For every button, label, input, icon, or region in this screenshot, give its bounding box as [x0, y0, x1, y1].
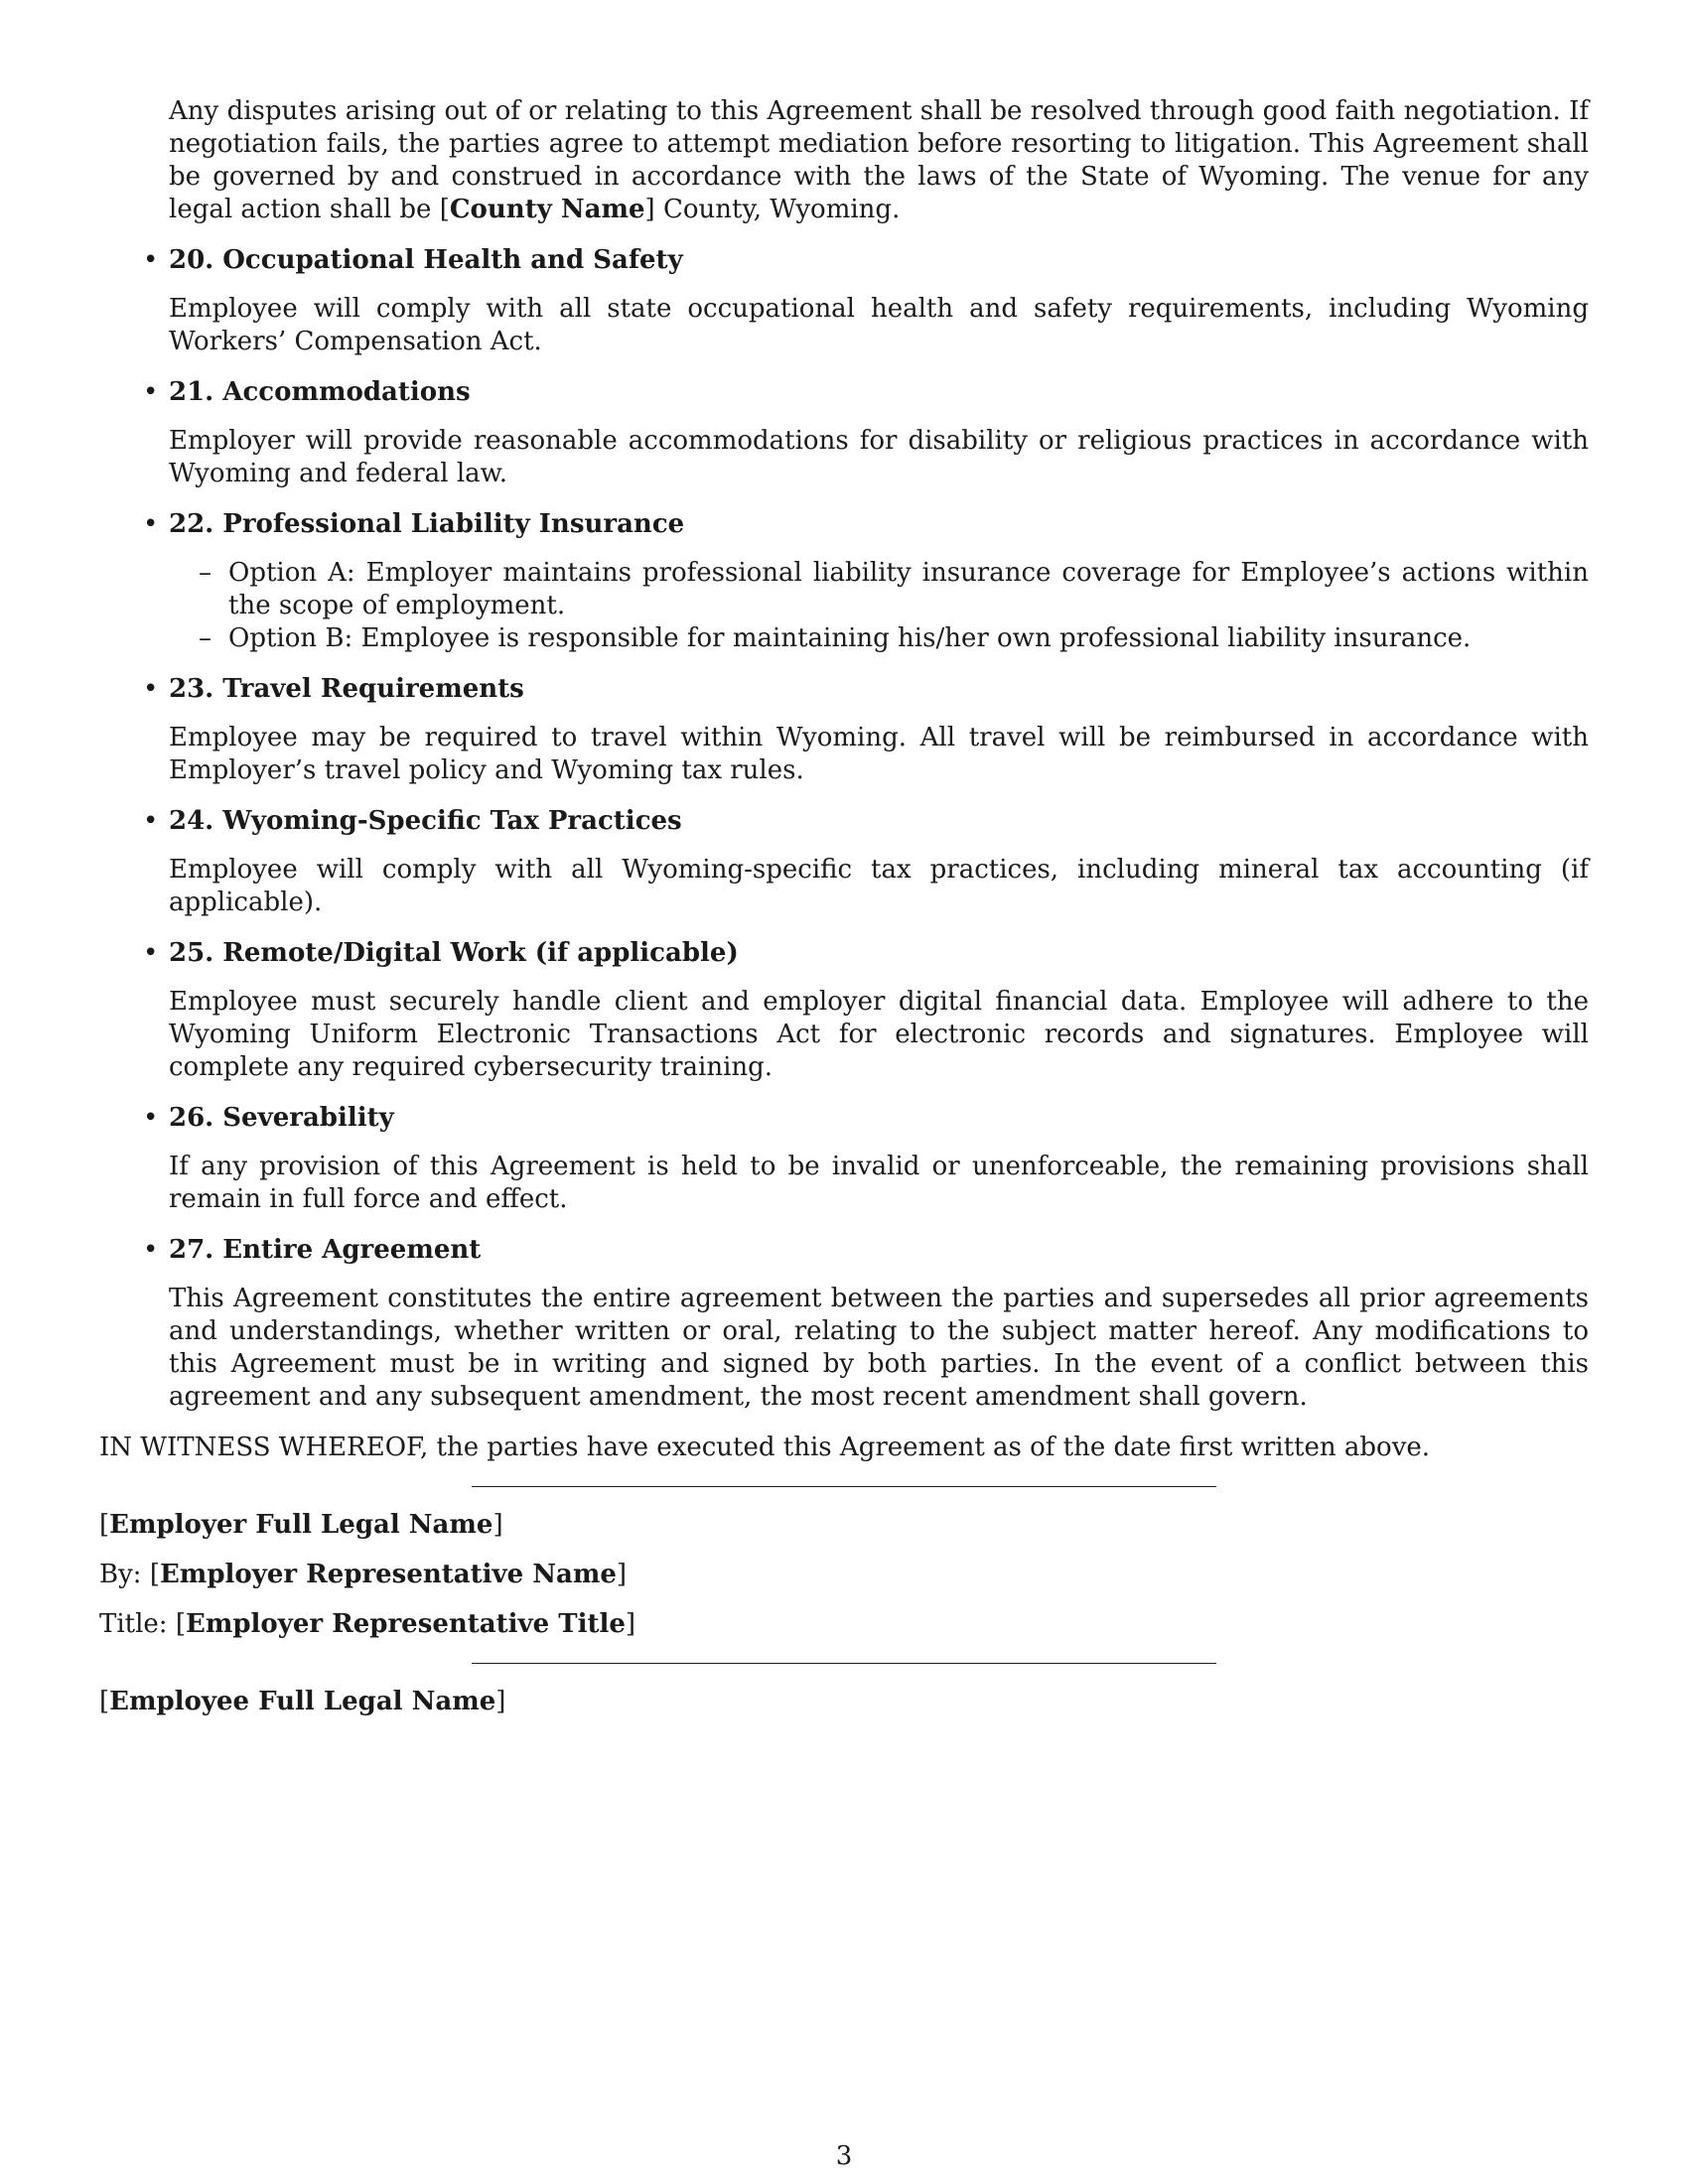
employer-legal-name: [Employer Full Legal Name]: [99, 1510, 503, 1540]
section-heading: • 26. Severability: [143, 1103, 394, 1133]
section-heading: • 20. Occupational Health and Safety: [143, 245, 683, 275]
title-label: Title:: [99, 1609, 176, 1639]
employee-signature-line: [472, 1663, 1216, 1664]
section-heading: • 23. Travel Requirements: [143, 674, 524, 704]
section-21: [99, 376, 1589, 490]
insurance-options-list: [199, 557, 1589, 655]
county-name-placeholder: County Name: [449, 195, 645, 224]
bullet-icon: •: [143, 1235, 159, 1265]
employer-signature-line: [472, 1486, 1216, 1487]
section-22: [99, 508, 1589, 655]
section-heading: • 25. Remote/Digital Work (if applicable): [143, 938, 739, 968]
section-heading: • 22. Professional Liability Insurance: [143, 509, 685, 539]
bullet-icon: •: [143, 377, 159, 407]
section-23: [99, 673, 1589, 787]
section-27: [99, 1234, 1589, 1414]
employer-title-row: Title: [Employer Representative Title]: [99, 1609, 636, 1639]
by-label: By:: [99, 1560, 150, 1589]
section-24: [99, 805, 1589, 919]
section-body: Employer will provide reasonable accommodations for disability or religious practices in accordance with Wyoming and federal law.: [169, 426, 1589, 488]
bullet-icon: •: [143, 1103, 159, 1133]
bullet-icon: •: [143, 674, 159, 704]
section-body: If any provision of this Agreement is held to be invalid or unenforceable, the remaining provisions shall remain in full force and effect.: [169, 1152, 1589, 1214]
section-26: [99, 1102, 1589, 1216]
employee-legal-name: [Employee Full Legal Name]: [99, 1687, 506, 1716]
section-heading: • 21. Accommodations: [143, 377, 471, 407]
section-20: [99, 244, 1589, 358]
option-b-item: – Option B: Employee is responsible for maintaining his/her own professional liability insurance.: [199, 623, 1472, 653]
representative-name: Employer Representative Name: [159, 1560, 617, 1589]
dash-icon: –: [199, 558, 211, 588]
dash-icon: –: [199, 623, 211, 653]
option-a-item: – Option A: Employer maintains professional liability insurance coverage for Employee’s actions within the scope of employment.: [199, 558, 1589, 620]
bullet-icon: •: [143, 806, 159, 836]
section-body: This Agreement constitutes the entire agreement between the parties and supersedes all prior agreements and understandings, whether written or oral, relating to the subject matter hereof. Any modifications to this Agreement must be in writing and signed by both parties. In the event of a conflict between this agreement and any subsequent amendment, the most recent amendment shall govern.: [169, 1284, 1589, 1412]
employer-representative-row: By: [Employer Representative Name]: [99, 1560, 628, 1589]
representative-title: Employer Representative Title: [186, 1609, 626, 1639]
bullet-icon: •: [143, 245, 159, 275]
section-heading: • 24. Wyoming-Specific Tax Practices: [143, 806, 682, 836]
witness-clause: IN WITNESS WHEREOF, the parties have executed this Agreement as of the date first written above.: [99, 1433, 1431, 1462]
section-25: [99, 937, 1589, 1084]
document-page: [99, 95, 1589, 1718]
page-number: 3: [835, 2141, 853, 2171]
section-body: Employee must securely handle client and employer digital financial data. Employee will adhere to the Wyoming Uniform Electronic Transactions Act for electronic records and signatures. Employee will complete any required cybersecurity training.: [169, 987, 1589, 1082]
bullet-icon: •: [143, 938, 159, 968]
section-heading: • 27. Entire Agreement: [143, 1235, 482, 1265]
section-body: Employee will comply with all Wyoming-specific tax practices, including mineral tax accounting (if applicable).: [169, 855, 1589, 917]
dispute-resolution-paragraph: Any disputes arising out of or relating to this Agreement shall be resolved through good faith negotiation. If negotiation fails, the parties agree to attempt mediation before resorting to litigation. This Agreement shall be governed by and construed in accordance with the laws of the State of Wyoming. The venue for any legal action shall be [County Name] County, Wyoming.: [169, 96, 1589, 224]
section-body: Employee may be required to travel within Wyoming. All travel will be reimbursed in accordance with Employer’s travel policy and Wyoming tax rules.: [169, 723, 1589, 785]
bullet-icon: •: [143, 509, 159, 539]
section-body: Employee will comply with all state occupational health and safety requirements, including Wyoming Workers’ Compensation Act.: [169, 294, 1589, 356]
